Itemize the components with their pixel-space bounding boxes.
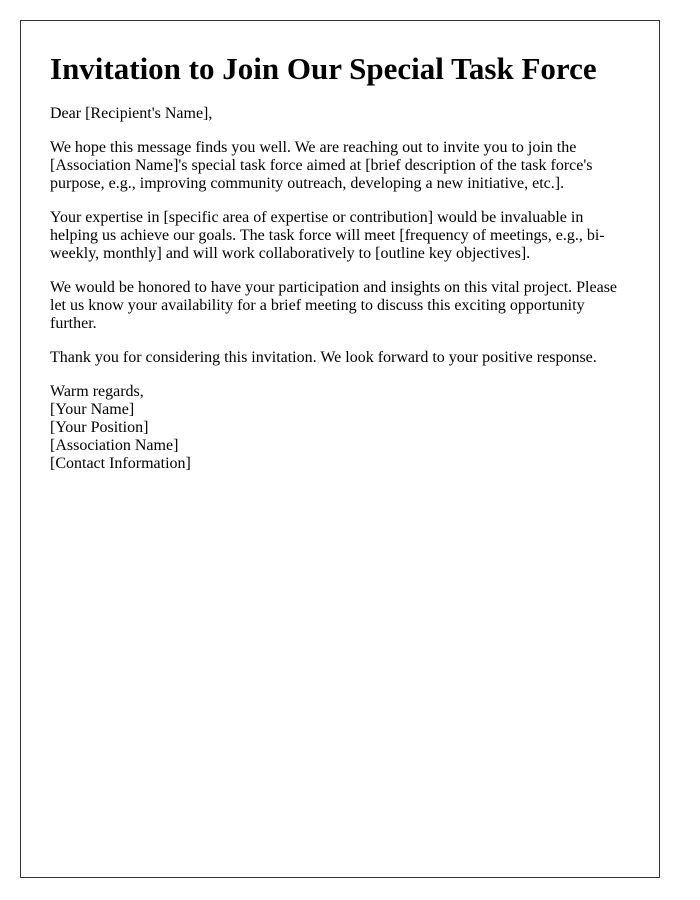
letter-title: Invitation to Join Our Special Task Force [50,51,597,86]
signature-name: [Your Name] [50,401,135,418]
letter-paragraph-availability: We would be honored to have your participation and insights on this vital project. Please let us know your availability for a brief meeting to discuss this exciting opportunity further. [50,279,618,332]
signature-association: [Association Name] [50,437,179,454]
letter-closing: Warm regards, [50,383,144,400]
letter-salutation: Dear [Recipient's Name], [50,105,213,122]
letter-page [20,20,660,878]
signature-contact: [Contact Information] [50,455,191,472]
letter-signature-block [50,383,630,473]
signature-position: [Your Position] [50,419,149,436]
letter-paragraph-intro: We hope this message finds you well. We are reaching out to invite you to join the [Association Name]'s special task force aimed at [brief description of the task force's purpose, e.g., improving community outreach, developing a new initiative, etc.]. [50,139,593,192]
letter-paragraph-expertise: Your expertise in [specific area of expertise or contribution] would be invaluable in helping us achieve our goals. The task force will meet [frequency of meetings, e.g., bi-weekly, monthly] and will work collaboratively to [outline key objectives]. [50,209,605,262]
letter-paragraph-thanks: Thank you for considering this invitation. We look forward to your positive response. [50,349,597,366]
